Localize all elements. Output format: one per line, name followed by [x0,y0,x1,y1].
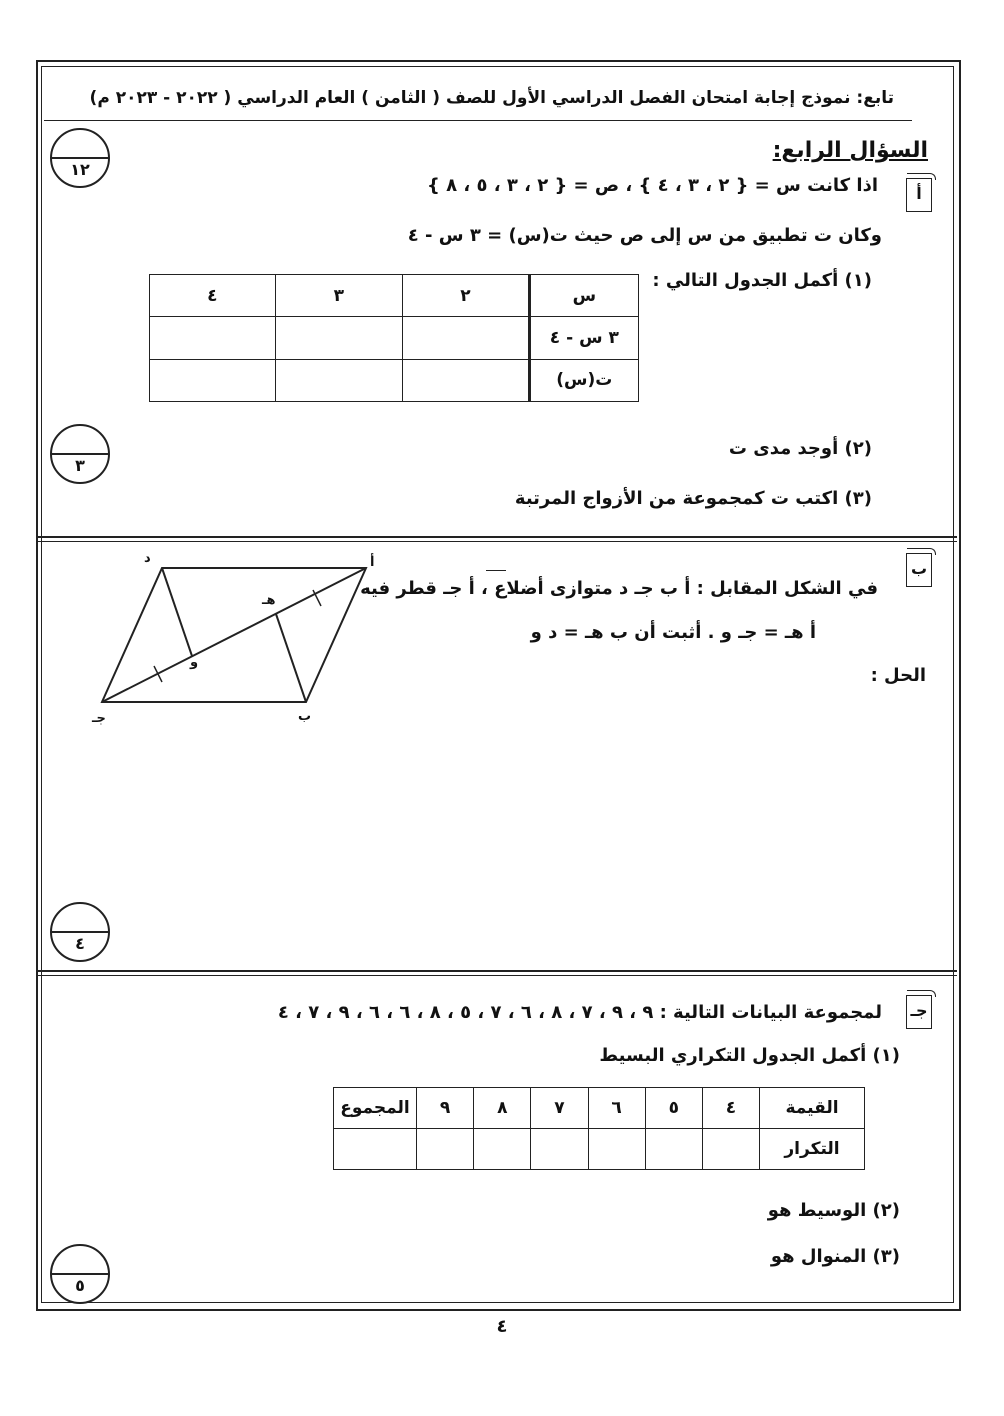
label-c: جـ [92,711,106,726]
score-c-value: ٥ [75,1276,85,1295]
segment-be [276,614,306,702]
header-underline [44,120,912,121]
section-a-line2: وكان ت تطبيق من س إلى ص حيث ت(س) = ٣ س - ٤ [407,225,882,246]
table-cell [334,1129,417,1170]
table-cell: ٢ [403,275,530,317]
score-circle-total [50,128,110,188]
frequency-table [333,1087,865,1170]
label-e: هـ [262,593,276,608]
table-cell [150,317,276,359]
question-title: السؤال الرابع: [772,138,928,163]
table-cell: التكرار [760,1129,865,1170]
label-a: أ [370,555,375,570]
table-cell [588,1129,645,1170]
score-total-value: ١٢ [70,160,90,179]
section-a-task3: (٣) اكتب ت كمجموعة من الأزواج المرتبة [514,488,872,509]
table-cell: ٥ [645,1088,702,1129]
section-a-task1: (١) أكمل الجدول التالي : [652,270,872,291]
label-b: ب [298,709,312,724]
section-c-tag: جـ [906,995,932,1029]
section-c-line1: لمجموعة البيانات التالية : ٩ ، ٩ ، ٧ ، ٨ ، ٦ ، ٧ ، ٥ ، ٨ ، ٦ ، ٦ ، ٩ ، ٧ ، ٤ [277,1002,882,1023]
segment-dw [162,568,192,656]
section-divider-1b [38,541,957,542]
table-cell [702,1129,759,1170]
page-number: ٤ [496,1316,508,1337]
table-cell: المجموع [334,1088,417,1129]
table-cell [275,359,403,401]
score-b-value: ٤ [75,934,85,953]
score-a-value: ٣ [75,456,85,475]
table-cell: ٤ [702,1088,759,1129]
table-cell: ٣ س - ٤ [529,317,638,359]
table-cell [531,1129,588,1170]
section-divider-2 [38,970,957,972]
table-cell: القيمة [760,1088,865,1129]
section-b-line2: أ هـ = جـ و . أثبت أن ب هـ = د و [530,622,816,643]
table-cell [474,1129,531,1170]
overline-diagonal [486,570,506,571]
section-c-task3: (٣) المنوال هو [770,1246,900,1267]
section-divider-1 [38,536,957,538]
table-cell [645,1129,702,1170]
diagonal-ac [102,568,366,702]
score-circle-b [50,902,110,962]
section-b-tag: ب [906,553,932,587]
section-a-tag: أ [906,178,932,212]
table-cell [417,1129,474,1170]
section-b-line1: في الشكل المقابل : أ ب جـ د متوازى أضلاع ، أ جـ قطر فيه [360,578,878,599]
table-cell [403,317,530,359]
table-cell: ٣ [275,275,403,317]
section-a-task2: (٢) أوجد مدى ت [728,438,872,459]
section-a-line1: اذا كانت س = { ٢ ، ٣ ، ٤ } ، ص = { ٢ ، ٣ ، ٥ ، ٨ } [426,175,878,196]
table-cell: ٦ [588,1088,645,1129]
parallelogram-figure [90,548,390,728]
table-cell: ٧ [531,1088,588,1129]
table-cell: ٨ [474,1088,531,1129]
exam-header: تابع: نموذج إجابة امتحان الفصل الدراسي الأول للصف ( الثامن ) العام الدراسي ( ٢٠٢٢ - ٢٠٢٣ م) [89,88,894,108]
section-divider-2b [38,975,957,976]
score-circle-c [50,1244,110,1304]
section-c-task2: (٢) الوسيط هو [767,1200,900,1221]
table-cell: ت(س) [529,359,638,401]
score-circle-a [50,424,110,484]
table-cell: ٤ [150,275,276,317]
label-w: و [190,655,199,670]
table-cell [275,317,403,359]
mapping-table [149,274,639,402]
table-cell [403,359,530,401]
table-cell: ٩ [417,1088,474,1129]
table-cell [150,359,276,401]
label-d: د [144,551,151,566]
table-cell: س [529,275,638,317]
solution-label: الحل : [870,665,926,686]
section-c-task1: (١) أكمل الجدول التكراري البسيط [599,1045,900,1066]
